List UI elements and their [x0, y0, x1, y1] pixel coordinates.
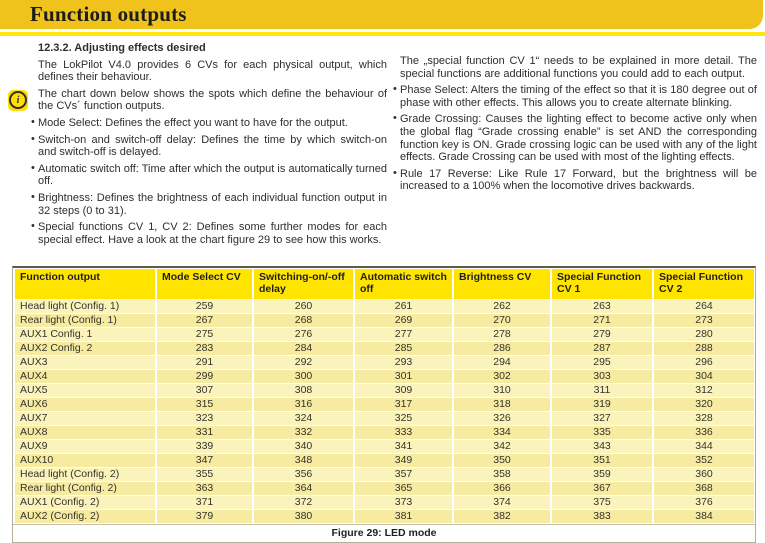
cv-value: 373 — [355, 496, 452, 509]
cv-value: 267 — [157, 314, 252, 327]
cv-table — [13, 268, 756, 524]
cv-value: 360 — [654, 468, 754, 481]
paragraph: The „special function CV 1“ needs to be explained in more detail. The special functions are additional functions you could add to each output. — [400, 55, 757, 80]
table-row — [15, 468, 754, 481]
cv-value: 374 — [454, 496, 550, 509]
cv-value: 310 — [454, 384, 550, 397]
cv-value: 275 — [157, 328, 252, 341]
table-row — [15, 496, 754, 509]
function-output-label: AUX2 (Config. 2) — [15, 510, 155, 523]
cv-value: 333 — [355, 426, 452, 439]
column-header: Special Function CV 1 — [552, 269, 652, 299]
cv-value: 309 — [355, 384, 452, 397]
function-output-label: AUX1 (Config. 2) — [15, 496, 155, 509]
bullet-list — [31, 117, 387, 246]
cv-value: 264 — [654, 300, 754, 313]
bullet-item: • Mode Select: Defines the effect you want to have for the output. — [31, 117, 387, 130]
cv-value: 273 — [654, 314, 754, 327]
cv-value: 372 — [254, 496, 353, 509]
bullet-item: • Switch-on and switch-off delay: Defines the time by which switch-on and switch-off is delayed. — [31, 134, 387, 159]
cv-value: 304 — [654, 370, 754, 383]
column-header: Special Function CV 2 — [654, 269, 754, 299]
function-output-label: Rear light (Config. 2) — [15, 482, 155, 495]
cv-value: 301 — [355, 370, 452, 383]
cv-value: 366 — [454, 482, 550, 495]
column-header: Switching-on/-off delay — [254, 269, 353, 299]
cv-value: 285 — [355, 342, 452, 355]
cv-value: 293 — [355, 356, 452, 369]
cv-value: 347 — [157, 454, 252, 467]
cv-value: 303 — [552, 370, 652, 383]
cv-value: 296 — [654, 356, 754, 369]
cv-value: 349 — [355, 454, 452, 467]
function-output-label: AUX1 Config. 1 — [15, 328, 155, 341]
table-row — [15, 300, 754, 313]
cv-value: 335 — [552, 426, 652, 439]
function-output-label: AUX8 — [15, 426, 155, 439]
cv-value: 328 — [654, 412, 754, 425]
cv-value: 341 — [355, 440, 452, 453]
table-header-row — [15, 269, 754, 299]
bullet-item: • Special functions CV 1, CV 2: Defines some further modes for each special effect. Have a look at the chart figure 29 to see how this works. — [31, 221, 387, 246]
function-output-label: Head light (Config. 2) — [15, 468, 155, 481]
cv-value: 327 — [552, 412, 652, 425]
function-output-label: Rear light (Config. 1) — [15, 314, 155, 327]
cv-value: 326 — [454, 412, 550, 425]
cv-value: 325 — [355, 412, 452, 425]
section-heading: 12.3.2. Adjusting effects desired — [38, 42, 206, 54]
cv-value: 375 — [552, 496, 652, 509]
bullet-list — [393, 84, 757, 193]
cv-value: 284 — [254, 342, 353, 355]
cv-value: 299 — [157, 370, 252, 383]
cv-value: 280 — [654, 328, 754, 341]
cv-value: 384 — [654, 510, 754, 523]
cv-value: 283 — [157, 342, 252, 355]
cv-value: 367 — [552, 482, 652, 495]
cv-value: 344 — [654, 440, 754, 453]
info-note — [16, 87, 387, 113]
cv-value: 308 — [254, 384, 353, 397]
cv-value: 323 — [157, 412, 252, 425]
cv-value: 363 — [157, 482, 252, 495]
function-output-label: AUX7 — [15, 412, 155, 425]
cv-value: 311 — [552, 384, 652, 397]
table-row — [15, 510, 754, 523]
cv-value: 318 — [454, 398, 550, 411]
right-column — [393, 55, 757, 197]
cv-value: 383 — [552, 510, 652, 523]
cv-value: 381 — [355, 510, 452, 523]
cv-value: 379 — [157, 510, 252, 523]
cv-value: 295 — [552, 356, 652, 369]
figure-caption: Figure 29: LED mode — [13, 524, 755, 542]
function-output-label: AUX9 — [15, 440, 155, 453]
table-row — [15, 454, 754, 467]
cv-value: 300 — [254, 370, 353, 383]
cv-value: 351 — [552, 454, 652, 467]
function-output-label: Head light (Config. 1) — [15, 300, 155, 313]
cv-value: 336 — [654, 426, 754, 439]
cv-value: 343 — [552, 440, 652, 453]
table-row — [15, 342, 754, 355]
column-header: Mode Select CV — [157, 269, 252, 299]
page-title: Function outputs — [30, 2, 187, 26]
cv-value: 331 — [157, 426, 252, 439]
cv-value: 324 — [254, 412, 353, 425]
paragraph: The LokPilot V4.0 provides 6 CVs for each physical output, which defines their behaviour. — [38, 58, 387, 84]
bullet-item: • Phase Select: Alters the timing of the effect so that it is 180 degree out of phase with other effects. This allows you to create alternate blinking. — [393, 84, 757, 109]
cv-value: 262 — [454, 300, 550, 313]
cv-value: 380 — [254, 510, 353, 523]
cv-value: 355 — [157, 468, 252, 481]
column-header: Automatic switch off — [355, 269, 452, 299]
cv-value: 261 — [355, 300, 452, 313]
table-row — [15, 328, 754, 341]
cv-value: 287 — [552, 342, 652, 355]
header-accent-stripe — [0, 32, 765, 36]
cv-value: 340 — [254, 440, 353, 453]
cv-value: 288 — [654, 342, 754, 355]
function-output-label: AUX5 — [15, 384, 155, 397]
cv-value: 350 — [454, 454, 550, 467]
cv-value: 263 — [552, 300, 652, 313]
cv-value: 320 — [654, 398, 754, 411]
table-row — [15, 398, 754, 411]
info-icon — [8, 90, 28, 111]
table-row — [15, 426, 754, 439]
bullet-item: • Brightness: Defines the brightness of each individual function output in 32 steps (0 to 31). — [31, 192, 387, 217]
left-column — [16, 42, 387, 250]
table-row — [15, 356, 754, 369]
info-icon-glyph: i — [9, 91, 27, 109]
table-row — [15, 314, 754, 327]
function-output-label: AUX10 — [15, 454, 155, 467]
cv-value: 364 — [254, 482, 353, 495]
cv-value: 286 — [454, 342, 550, 355]
cv-value: 316 — [254, 398, 353, 411]
cv-value: 307 — [157, 384, 252, 397]
cv-value: 359 — [552, 468, 652, 481]
cv-value: 312 — [654, 384, 754, 397]
table-row — [15, 412, 754, 425]
cv-value: 270 — [454, 314, 550, 327]
bullet-item: • Grade Crossing: Causes the lighting effect to become active only when the global flag “Grade crossing enable” is set AND the corresponding function key is ON. Grade crossing logic can be used with any of the light effects. Grade Crossing can be used with most of the lighting effects. — [393, 113, 757, 163]
cv-value: 260 — [254, 300, 353, 313]
cv-value: 319 — [552, 398, 652, 411]
cv-value: 302 — [454, 370, 550, 383]
function-output-label: AUX4 — [15, 370, 155, 383]
cv-value: 315 — [157, 398, 252, 411]
cv-value: 294 — [454, 356, 550, 369]
cv-value: 271 — [552, 314, 652, 327]
cv-value: 356 — [254, 468, 353, 481]
bullet-item: • Automatic switch off: Time after which the output is automatically turned off. — [31, 163, 387, 188]
paragraph: The chart down below shows the spots which define the behaviour of the CVs´ function outputs. — [38, 87, 387, 113]
cv-value: 357 — [355, 468, 452, 481]
cv-value: 365 — [355, 482, 452, 495]
bullet-item: • Rule 17 Reverse: Like Rule 17 Forward, but the brightness will be increased to a 100% when the locomotive drives backwards. — [393, 168, 757, 193]
table-row — [15, 370, 754, 383]
cv-value: 368 — [654, 482, 754, 495]
cv-value: 334 — [454, 426, 550, 439]
cv-value: 376 — [654, 496, 754, 509]
function-output-label: AUX3 — [15, 356, 155, 369]
column-header: Function output — [15, 269, 155, 299]
cv-value: 268 — [254, 314, 353, 327]
cv-value: 291 — [157, 356, 252, 369]
cv-value: 371 — [157, 496, 252, 509]
cv-value: 358 — [454, 468, 550, 481]
cv-value: 278 — [454, 328, 550, 341]
column-header: Brightness CV — [454, 269, 550, 299]
cv-value: 279 — [552, 328, 652, 341]
cv-value: 342 — [454, 440, 550, 453]
cv-value: 317 — [355, 398, 452, 411]
table-row — [15, 440, 754, 453]
cv-value: 277 — [355, 328, 452, 341]
cv-value: 339 — [157, 440, 252, 453]
cv-value: 382 — [454, 510, 550, 523]
cv-value: 332 — [254, 426, 353, 439]
cv-value: 352 — [654, 454, 754, 467]
table-row — [15, 384, 754, 397]
table-row — [15, 482, 754, 495]
cv-value: 276 — [254, 328, 353, 341]
cv-value: 348 — [254, 454, 353, 467]
cv-table-figure — [12, 266, 756, 543]
cv-value: 269 — [355, 314, 452, 327]
function-output-label: AUX6 — [15, 398, 155, 411]
function-output-label: AUX2 Config. 2 — [15, 342, 155, 355]
cv-value: 259 — [157, 300, 252, 313]
cv-value: 292 — [254, 356, 353, 369]
